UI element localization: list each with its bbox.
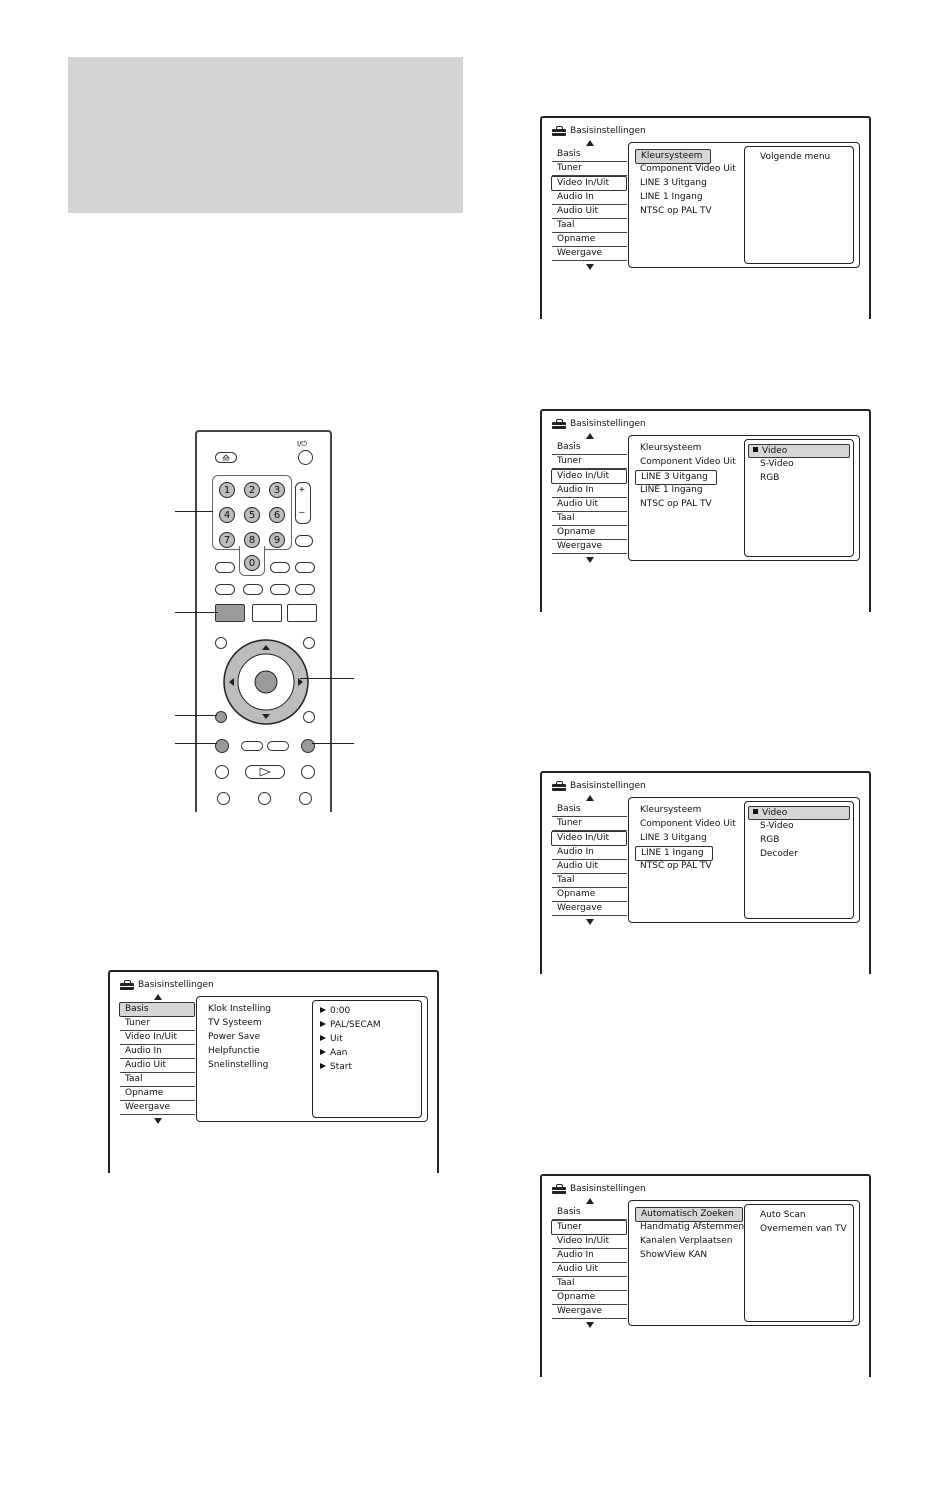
scroll-down-icon[interactable] xyxy=(586,264,594,270)
value-option[interactable] xyxy=(748,444,850,458)
play-triangle-icon xyxy=(320,1035,326,1041)
system-menu-button[interactable] xyxy=(215,604,245,622)
category-item[interactable]: Tuner xyxy=(552,817,627,831)
value-option-label: Uit xyxy=(330,1034,343,1044)
setting-item[interactable]: Component Video Uit xyxy=(640,819,736,829)
category-item[interactable]: Audio In xyxy=(552,1249,627,1263)
category-item[interactable]: Audio In xyxy=(552,191,627,205)
record-button[interactable] xyxy=(217,792,230,805)
setting-item[interactable]: LINE 3 Uitgang xyxy=(640,178,707,188)
toolbox-icon xyxy=(552,1184,566,1194)
scroll-down-icon[interactable] xyxy=(586,557,594,563)
selected-square-icon xyxy=(753,447,758,452)
scroll-up-icon[interactable] xyxy=(586,1198,594,1204)
callout-line xyxy=(175,612,218,613)
category-item[interactable]: Audio In xyxy=(552,484,627,498)
screen-title: Basisinstellingen xyxy=(570,1184,646,1194)
callout-line xyxy=(312,743,354,744)
number-7-button[interactable]: 7 xyxy=(219,532,235,548)
category-item[interactable]: Basis xyxy=(552,441,627,455)
value-option-label: 0:00 xyxy=(330,1006,351,1016)
category-list xyxy=(552,1206,627,1319)
category-item[interactable]: Taal xyxy=(552,512,627,526)
category-item[interactable]: Tuner xyxy=(551,1220,627,1235)
remote-button[interactable] xyxy=(215,562,235,573)
category-item[interactable]: Taal xyxy=(120,1073,195,1087)
value-option-label: Auto Scan xyxy=(760,1210,806,1220)
category-item[interactable]: Audio Uit xyxy=(552,205,627,219)
category-item[interactable]: Audio Uit xyxy=(552,498,627,512)
setting-item[interactable]: Kleursysteem xyxy=(640,443,702,453)
category-item[interactable]: Video In/Uit xyxy=(120,1031,195,1045)
category-item[interactable]: Taal xyxy=(552,1277,627,1291)
category-item[interactable]: Basis xyxy=(119,1002,195,1017)
value-option-label: S-Video xyxy=(760,459,794,469)
number-8-button[interactable]: 8 xyxy=(244,532,260,548)
number-0-button[interactable]: 0 xyxy=(244,555,260,571)
remote-button[interactable] xyxy=(243,584,263,595)
settings-screen-video-kleursysteem xyxy=(540,116,871,319)
category-list xyxy=(120,1002,195,1115)
setting-item[interactable]: TV Systeem xyxy=(208,1018,262,1028)
scroll-down-icon[interactable] xyxy=(586,919,594,925)
setting-item[interactable]: LINE 1 Ingang xyxy=(635,846,713,861)
callout-line xyxy=(175,743,217,744)
category-item[interactable]: Taal xyxy=(552,219,627,233)
play-button[interactable] xyxy=(245,765,285,779)
settings-screen-tuner xyxy=(540,1174,871,1377)
value-option-label: S-Video xyxy=(760,821,794,831)
remote-button[interactable] xyxy=(303,711,315,723)
screen-title: Basisinstellingen xyxy=(570,781,646,791)
screen-title: Basisinstellingen xyxy=(138,980,214,990)
value-option[interactable] xyxy=(748,834,850,846)
category-item[interactable]: Basis xyxy=(552,1206,627,1220)
rewind-button[interactable] xyxy=(215,765,229,779)
setting-item[interactable]: LINE 3 Uitgang xyxy=(635,470,717,485)
setting-item[interactable]: NTSC op PAL TV xyxy=(640,499,712,509)
volume-minus-label: – xyxy=(299,507,305,518)
setting-item[interactable]: Automatisch Zoeken xyxy=(635,1207,743,1222)
value-option-label: Video xyxy=(762,808,788,818)
value-option[interactable] xyxy=(748,848,850,860)
category-item[interactable]: Tuner xyxy=(552,455,627,469)
volume-rocker[interactable] xyxy=(295,482,311,524)
advance-button[interactable] xyxy=(267,741,289,751)
callout-line xyxy=(175,715,217,716)
setting-item[interactable]: Snelinstelling xyxy=(208,1060,269,1070)
category-item[interactable]: Video In/Uit xyxy=(552,1235,627,1249)
setting-item[interactable]: Component Video Uit xyxy=(640,457,736,467)
setting-item[interactable]: Power Save xyxy=(208,1032,261,1042)
value-option-label: PAL/SECAM xyxy=(330,1020,381,1030)
setting-item[interactable]: Kleursysteem xyxy=(640,805,702,815)
scroll-up-icon[interactable] xyxy=(586,795,594,801)
scroll-up-icon[interactable] xyxy=(586,433,594,439)
setting-item[interactable]: Helpfunctie xyxy=(208,1046,260,1056)
toolbox-icon xyxy=(552,419,566,429)
volume-plus-label: + xyxy=(299,485,305,496)
remote-button[interactable] xyxy=(252,604,282,622)
screen-header xyxy=(552,417,646,431)
category-item[interactable]: Opname xyxy=(552,526,627,540)
number-4-button[interactable]: 4 xyxy=(219,507,235,523)
category-item[interactable]: Video In/Uit xyxy=(551,831,627,846)
play-triangle-icon xyxy=(320,1063,326,1069)
category-item[interactable]: Tuner xyxy=(552,162,627,176)
setting-item[interactable]: Klok Instelling xyxy=(208,1004,272,1014)
value-panel xyxy=(744,1204,854,1322)
power-button[interactable] xyxy=(298,450,313,465)
previous-button[interactable] xyxy=(215,739,229,753)
remote-button[interactable] xyxy=(270,562,290,573)
value-option[interactable] xyxy=(748,472,850,484)
scroll-down-icon[interactable] xyxy=(154,1118,162,1124)
remote-button[interactable] xyxy=(295,562,315,573)
callout-line xyxy=(300,678,354,679)
screen-header xyxy=(552,124,646,138)
setting-item[interactable]: NTSC op PAL TV xyxy=(640,861,712,871)
number-9-button[interactable]: 9 xyxy=(269,532,285,548)
value-option-label: Aan xyxy=(330,1048,348,1058)
number-1-button[interactable]: 1 xyxy=(219,482,235,498)
category-list xyxy=(552,148,627,261)
setting-item[interactable]: LINE 1 Ingang xyxy=(640,192,703,202)
category-item[interactable]: Weergave xyxy=(552,540,627,554)
setting-item[interactable]: NTSC op PAL TV xyxy=(640,206,712,216)
category-list xyxy=(552,803,627,916)
eject-button[interactable] xyxy=(215,452,237,463)
value-option[interactable] xyxy=(316,1005,418,1017)
category-item[interactable]: Video In/Uit xyxy=(551,176,627,191)
category-item[interactable]: Tuner xyxy=(120,1017,195,1031)
value-panel xyxy=(744,146,854,264)
return-button[interactable] xyxy=(215,711,227,723)
scroll-up-icon[interactable] xyxy=(154,994,162,1000)
fast-forward-button[interactable] xyxy=(301,765,315,779)
toolbox-icon xyxy=(552,126,566,136)
category-item[interactable]: Opname xyxy=(552,888,627,902)
setting-item[interactable]: LINE 3 Uitgang xyxy=(640,833,707,843)
value-option[interactable] xyxy=(316,1033,418,1045)
selected-square-icon xyxy=(753,809,758,814)
toolbox-icon xyxy=(120,980,134,990)
settings-screen-video-line1 xyxy=(540,771,871,974)
value-option-label: Video xyxy=(762,446,788,456)
setting-item[interactable]: LINE 1 Ingang xyxy=(640,485,703,495)
value-option[interactable] xyxy=(748,820,850,832)
category-list xyxy=(552,441,627,554)
value-option-label: Volgende menu xyxy=(760,152,831,162)
number-2-button[interactable]: 2 xyxy=(244,482,260,498)
remote-button[interactable] xyxy=(295,584,315,595)
number-3-button[interactable]: 3 xyxy=(269,482,285,498)
pause-button[interactable] xyxy=(258,792,271,805)
category-item[interactable]: Audio Uit xyxy=(552,1263,627,1277)
value-option[interactable] xyxy=(748,1209,850,1221)
callout-line xyxy=(175,511,213,512)
scroll-down-icon[interactable] xyxy=(586,1322,594,1328)
value-panel xyxy=(744,801,854,919)
value-option[interactable] xyxy=(748,458,850,470)
category-item[interactable]: Audio In xyxy=(120,1045,195,1059)
value-option-label: Start xyxy=(330,1062,352,1072)
screen-header xyxy=(120,978,214,992)
number-5-button[interactable]: 5 xyxy=(244,507,260,523)
screen-header xyxy=(552,1182,646,1196)
number-6-button[interactable]: 6 xyxy=(269,507,285,523)
category-item[interactable]: Weergave xyxy=(552,902,627,916)
value-option-label: RGB xyxy=(760,835,780,845)
value-option[interactable] xyxy=(316,1019,418,1031)
category-item[interactable]: Audio In xyxy=(552,846,627,860)
setting-item[interactable]: ShowView KAN xyxy=(640,1250,708,1260)
category-item[interactable]: Taal xyxy=(552,874,627,888)
value-option-label: RGB xyxy=(760,473,780,483)
category-item[interactable]: Basis xyxy=(552,148,627,162)
toolbox-icon xyxy=(552,781,566,791)
category-item[interactable]: Weergave xyxy=(552,1305,627,1319)
remote-button[interactable] xyxy=(287,604,317,622)
section-banner xyxy=(68,57,463,213)
value-option-label: Decoder xyxy=(760,849,798,859)
category-item[interactable]: Audio Uit xyxy=(120,1059,195,1073)
remote-control xyxy=(195,430,332,812)
enter-button[interactable] xyxy=(255,671,277,693)
value-option-label: Overnemen van TV xyxy=(760,1224,847,1234)
category-item[interactable]: Weergave xyxy=(552,247,627,261)
stop-button[interactable] xyxy=(299,792,312,805)
value-option[interactable] xyxy=(316,1047,418,1059)
screen-header xyxy=(552,779,646,793)
value-option[interactable] xyxy=(316,1061,418,1073)
value-option[interactable] xyxy=(748,1223,850,1235)
next-button[interactable] xyxy=(301,739,315,753)
remote-button[interactable] xyxy=(270,584,290,595)
value-option[interactable] xyxy=(748,151,850,163)
play-triangle-icon xyxy=(320,1021,326,1027)
play-triangle-icon xyxy=(320,1049,326,1055)
category-item[interactable]: Opname xyxy=(552,1291,627,1305)
value-panel xyxy=(312,1000,422,1118)
category-item[interactable]: Video In/Uit xyxy=(551,469,627,484)
category-item[interactable]: Weergave xyxy=(120,1101,195,1115)
remote-button[interactable] xyxy=(295,535,313,547)
category-item[interactable]: Audio Uit xyxy=(552,860,627,874)
setting-item[interactable]: Handmatig Afstemmen xyxy=(640,1222,745,1232)
play-triangle-icon xyxy=(320,1007,326,1013)
category-item[interactable]: Basis xyxy=(552,803,627,817)
scroll-up-icon[interactable] xyxy=(586,140,594,146)
setting-item[interactable]: Kleursysteem xyxy=(635,149,711,164)
value-option[interactable] xyxy=(748,806,850,820)
settings-screen-video-line3 xyxy=(540,409,871,612)
setting-item[interactable]: Kanalen Verplaatsen xyxy=(640,1236,733,1246)
replay-button[interactable] xyxy=(241,741,263,751)
remote-button[interactable] xyxy=(215,584,235,595)
value-panel xyxy=(744,439,854,557)
category-item[interactable]: Opname xyxy=(120,1087,195,1101)
settings-screen-basis xyxy=(108,970,439,1173)
power-label: I/⏻ xyxy=(297,440,307,448)
screen-title: Basisinstellingen xyxy=(570,419,646,429)
setting-item[interactable]: Component Video Uit xyxy=(640,164,736,174)
category-item[interactable]: Opname xyxy=(552,233,627,247)
screen-title: Basisinstellingen xyxy=(570,126,646,136)
